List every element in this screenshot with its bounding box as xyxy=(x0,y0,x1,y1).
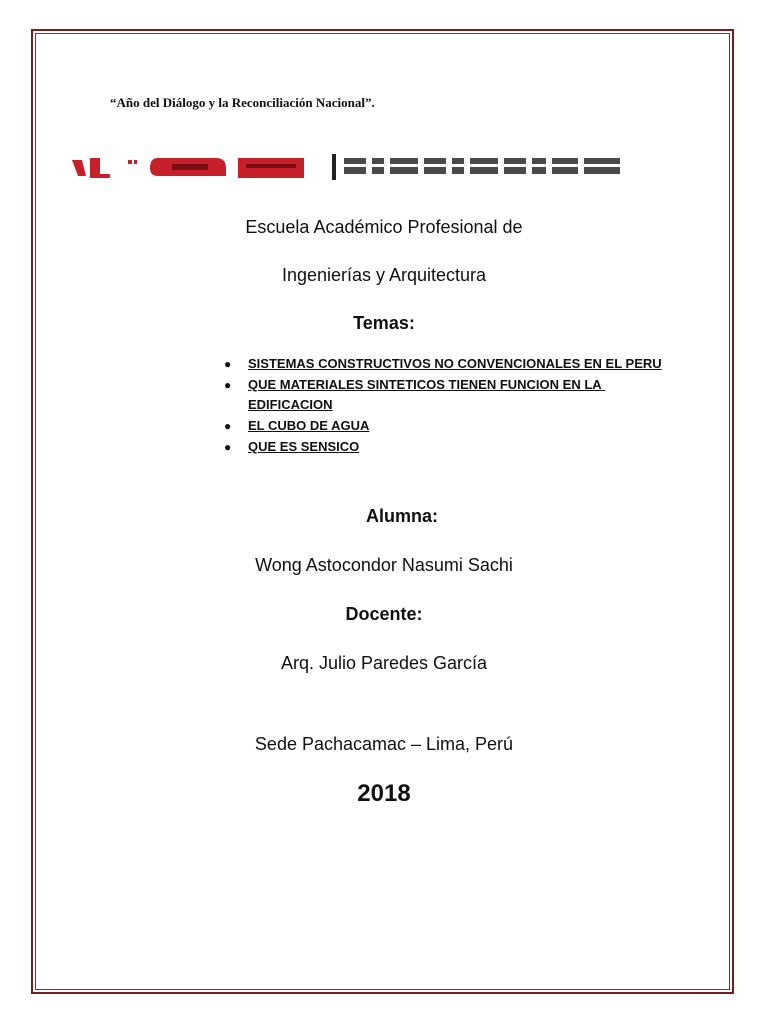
bullet-icon: ● xyxy=(224,419,232,433)
school-name-line2: Ingenierías y Arquitectura xyxy=(281,265,487,285)
topics-list xyxy=(222,354,662,458)
list-item xyxy=(222,375,662,415)
topics-heading: Temas: xyxy=(353,313,415,333)
bullet-icon: ● xyxy=(224,440,232,454)
teacher-heading: Docente: xyxy=(345,604,423,624)
list-item xyxy=(222,416,662,436)
document-year: 2018 xyxy=(357,780,411,807)
national-motto: “Año del Diálogo y la Reconciliación Nacional”. xyxy=(110,95,375,110)
teacher-name: Arq. Julio Paredes García xyxy=(280,653,488,673)
campus-location: Sede Pachacamac – Lima, Perú xyxy=(254,734,514,754)
bullet-icon: ● xyxy=(224,378,232,392)
bullet-icon: ● xyxy=(224,357,232,371)
list-item xyxy=(222,437,662,457)
student-name: Wong Astocondor Nasumi Sachi xyxy=(255,555,513,575)
topic-text: QUE MATERIALES SINTETICOS TIENEN FUNCION EN LA EDIFICACION xyxy=(248,377,606,412)
university-logo-graphic xyxy=(66,150,626,180)
topic-text: QUE ES SENSICO xyxy=(248,439,360,454)
student-heading: Alumna: xyxy=(366,506,438,526)
topic-text: EL CUBO DE AGUA xyxy=(248,418,370,433)
school-name-line1: Escuela Académico Profesional de xyxy=(245,217,523,237)
topic-text: SISTEMAS CONSTRUCTIVOS NO CONVENCIONALES EN EL PERU xyxy=(248,356,662,371)
university-logo xyxy=(66,150,626,180)
list-item xyxy=(222,354,662,374)
